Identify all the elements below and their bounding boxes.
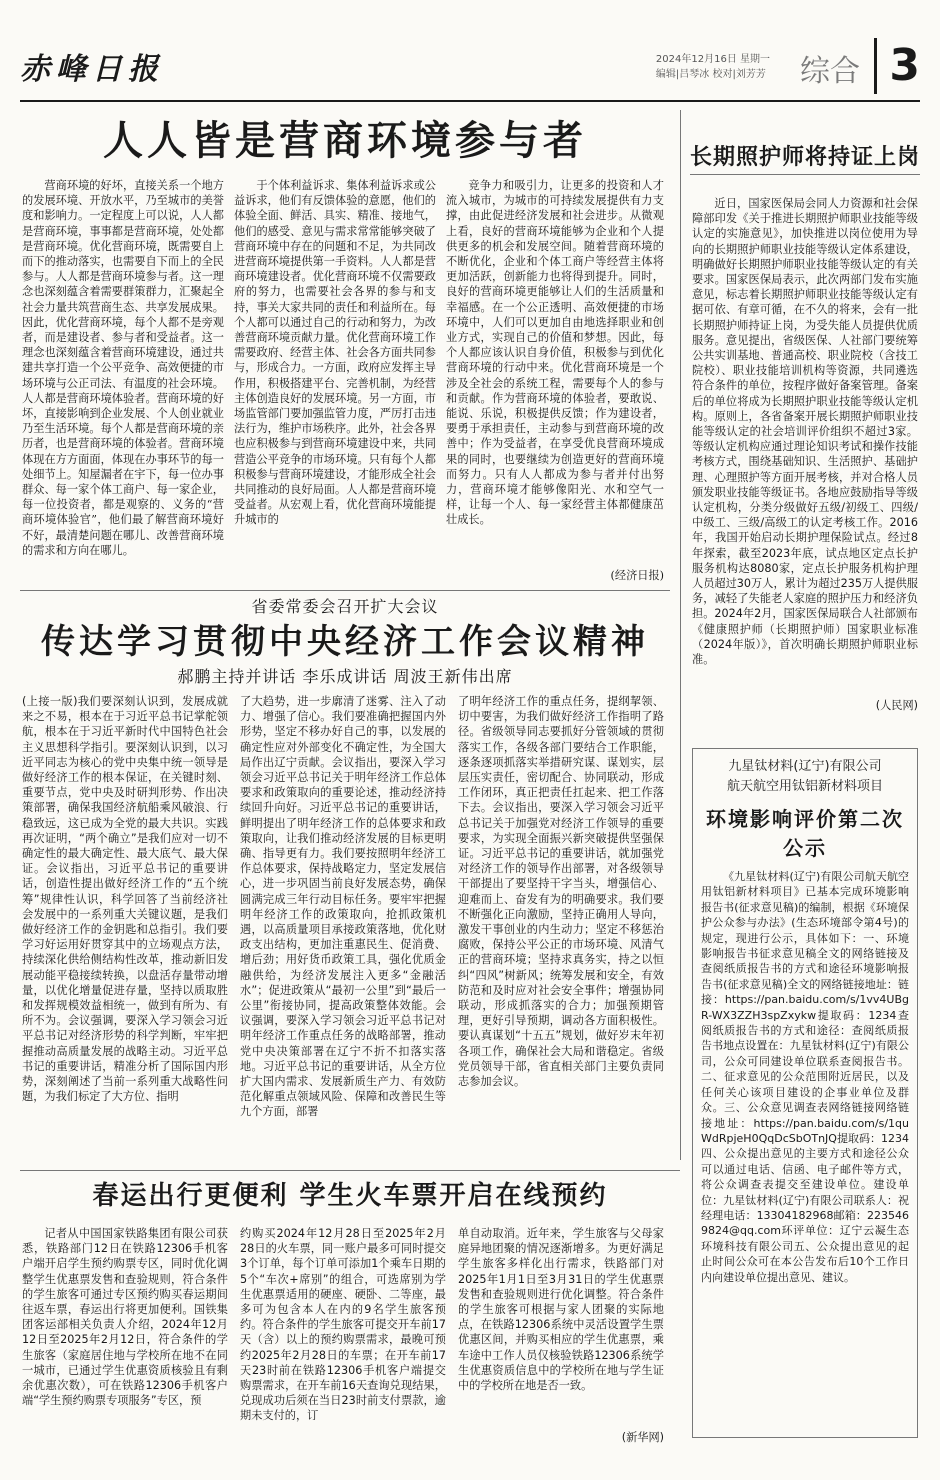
issue-date: 2024年12月16日 星期一 [655,54,770,65]
article2-deck: 郝鹏主持并讲话 李乐成讲话 周波王新伟出席 [177,667,513,686]
article2-col2-text: 了大趋势，进一步廓清了迷雾、注入了动力、增强了信心。我们要准确把握国内外形势，坚定不移办好自己的事，以发展的确定性应对外部变化不确定性，为全国大局作出辽宁贡献。会议指出，要深入学习领会习近平总书记关于明年经济工作总体要求和政策取向的重要论述，推动经济持续回升向好。习近平总书记的重要讲话，鲜明提出了明年经济工作的总体要求和政策取向，让我们推动经济发展的目标更明确、指导更有力。我们要按照明年经济工作总体要求，保持战略定力，坚定发展信心，进一步巩固当前良好发展态势，确保圆满完成三年行动目标任务。要牢牢把握明年经济工作的政策取向，抢抓政策机遇，以高质量项目承接政策落地，优化财政支出结构，更加注重惠民生、促消费、增后劲；用好货币政策工具，强化优质金融供给，为经济发展注入更多“金融活水”；促进政策从“最初一公里”到“最后一公里”衔接协同，提高政策整体效能。会议强调，要深入学习领会习近平总书记对明年经济工作重点任务的战略部署，推动党中央决策部署在辽宁不折不扣落实落地。习近平总书记的重要讲话，从全方位扩大国内需求、发展新质生产力、有效防范化解重点领域风险、保障和改善民生等九个方面，部署 [240,695,446,1119]
article2-col1 [22,694,228,1164]
article3-body-text: 近日，国家医保局会同人力资源和社会保障部印发《关于推进长期照护师职业技能等级认定的实施意见》，加快推进以岗位使用为导向的长期照护师职业技能等级认定体系建设，明确做好长期照护师职业技能等级认定的有关要求。国家医保局表示，此次两部门发布实施意见，标志着长期照护师职业技能等级认定有据可依、有章可循，在不久的将来，会有一批长期照护师持证上岗，为受失能人员提供优质服务。意见提出，省级医保、人社部门要统筹公共实训基地、普通高校、职业院校（含技工院校）、职业技能培训机构等资源，共同遴选符合条件的单位，按程序做好备案管理。备案后的单位将成为长期照护职业技能等级认定机构。原则上，各省备案开展长期照护师职业技能等级认定的社会培训评价组织不超过3家。等级认定机构应通过理论知识考试和操作技能考核方式，围绕基础知识、生活照护、基础护理、心理照护等方面开展考核，并对合格人员颁发职业技能等级证书。各地应鼓励指导等级认定机构，分类分级做好五级/初级工、四级/中级工、三级/高级工的认定考核工作。2016年，我国开始启动长期护理保险试点。经过8年探索，截至2023年底，试点地区定点长护服务机构达8080家，定点长护服务机构护理人员超过30万人，累计为超过235万人提供服务，减轻了失能老人家庭的照护压力和经济负担。2024年2月，国家医保局联合人社部颁布《健康照护师（长期照护师）国家职业标准（2024年版）》，首次明确长期照护师职业标准。 [692,197,918,667]
notice-body: 《九星钛材料(辽宁)有限公司航天航空用钛铝新材料项目》已基本完成环境影响报告书(征求意见稿)的编制，根据《环境保护公众参与办法》(生态环境部令第4号)的规定，现进行公示，具体如下：一、环境影响报告书征求意见稿全文的网络链接及查阅纸质报告书的方式和途径环境影响报告书(征求意见稿)全文的网络链接地址：链接：https://pan.baidu.com/s/1vv4UBgR-WX3ZZH3spZxykw提取码：1234查阅纸质报告书的方式和途径：查阅纸质报告书地点设置在：九星钛材料(辽宁)有限公司，公众可同建设单位联系查阅报告书。二、征求意见的公众范围附近居民，以及任何关心该项目建设的企事业单位及群众。三、公众意见调查表网络链接网络链接地址：https://pan.baidu.com/s/1quWdRpjeH0QqDcSbOTnJQ提取码：1234四、公众提出意见的主要方式和途径公众可以通过电话、信函、电子邮件等方式，将公众调查表提交至建设单位。建设单位：九星钛材料(辽宁)有限公司联系人：祝经理电话：13304182968邮箱：2235469824@qq.com环评单位：辽宁云凝生态环境科技有限公司五、公众提出意见的起止时间公众可在本公告发布后10个工作日内向建设单位提出意见、建议。 [701,870,909,1284]
article4-col1 [22,1226,228,1446]
article3-source: (人民网) [875,699,918,712]
column-divider [680,110,681,1160]
article1-col2 [234,178,436,583]
article2-col1-text: (上接一版)我们要深刻认识到，发展成就来之不易，根本在于习近平总书记掌舵领航，根本在于习近平新时代中国特色社会主义思想科学指引。要深刻认识到，以习近平同志为核心的党中央集中统一领导是做好经济工作的根本保证，在关键时刻、重要节点，党中央及时研判形势、作出决策部署，确保我国经济航船乘风破浪、行稳致远，这已成为全党的最大共识。实践再次证明，“两个确立”是我们应对一切不确定性的最大确定性、最大底气、最大保证。会议指出，习近平总书记的重要讲话，创造性提出做好经济工作的“五个统筹”规律性认识，科学回答了当前经济社会发展中的一系列重大关键议题，是我们做好经济工作的金钥匙和总指引。我们要学习好运用好贯穿其中的立场观点方法，持续深化供给侧结构性改革，推动新旧发展动能平稳接续转换，以盘活存量带动增量，以优化增量促进存量，坚持以质取胜和发挥规模效益相统一，做到有所为、有所不为。会议强调，要深入学习领会习近平总书记对经济形势的科学判断，牢牢把握推动高质量发展的战略主动。习近平总书记的重要讲话，精准分析了国际国内形势，深刻阐述了当前一系列重大战略性问题，为我们标定了大方位、指明 [22,695,228,1104]
page-number: 3 [874,38,920,94]
newspaper-logo: 赤峰日报 [20,52,164,87]
article3-title: 长期照护师将持证上岗 [690,140,920,175]
article1-col2-text: 于个体利益诉求、集体利益诉求或公益诉求，他们有反馈体验的意愿，他们的体验全面、鲜活、具实、精准、接地气，他们的感受、意见与需求常常能够突破了营商环境中存在的问题和不足，为共同改进营商环境提供第一手资料。人人都是营商环境建设者。优化营商环境不仅需要政府的努力，也需要社会各界的参与和支持，事关大家共同的责任和利益所在。每个人都可以通过自己的行动和努力，为改善营商环境贡献力量。优化营商环境工作需要政府、经营主体、社会各方面共同参与，形成合力。一方面，政府应发挥主导作用，积极搭建平台、完善机制，为经营主体创造良好的发展环境。另一方面，市场监管部门要加强监管力度，严厉打击违法行为，维护市场秩序。此外，社会各界也应积极参与到营商环境建设中来，共同营造公平竞争的市场环境。只有每个人都积极参与营商环境建设，才能形成全社会共同推动的良好局面。人人都是营商环境受益者。从宏观上看，优化营商环境能提升城市的 [234,179,436,527]
article1-col3 [446,178,664,568]
article2-kicker: 省委常委会召开扩大会议 [251,597,439,616]
issue-meta [656,52,770,82]
article2-title: 传达学习贯彻中央经济工作会议精神 [41,622,649,662]
article4-col3-text: 单自动取消。近年来，学生旅客与父母家庭异地团聚的情况逐渐增多。为更好满足学生旅客多样化出行需求，铁路部门对2025年1月1日至3月31日的学生优惠票发售和查验规则进行优化调整。符合条件的学生旅客可根据与家人团聚的实际地点，在铁路12306系统中灵活设置学生票优惠区间，并购买相应的学生优惠票，乘车途中工作人员仅核验铁路12306系统学生优惠资质信息中的学校所在地与学生证中的学校所在地是否一致。 [458,1227,664,1393]
masthead [20,30,920,102]
notice-project: 航天航空用钛铝新材料项目 [726,779,883,794]
notice-title: 环境影响评价第二次公示 [706,807,904,860]
article2-col3-text: 了明年经济工作的重点任务，提纲挈领、切中要害，为我们做好经济工作指明了路径。省级领导同志要抓好分管领域的贯彻落实工作，各级各部门要结合工作职能，逐条逐项抓落实举措研究谋、谋划实，层层压实责任，密切配合、协同联动，形成工作闭环，真正把责任扛起来、把工作落下去。会议指出，要深入学习领会习近平总书记关于加强党对经济工作领导的重要要求，为实现全面振兴新突破提供坚强保证。习近平总书记的重要讲话，就加强党对经济工作的领导作出部署，对各级领导干部提出了要坚持干字当头，增强信心、迎难而上、奋发有为的明确要求。我们要不断强化正向激励，坚持正确用人导向，激发干事创业的内生动力；坚定不移惩治腐败，保持公平公正的市场环境、风清气正的营商环境；坚持求真务实，持之以恒纠“四风”树新风；统筹发展和安全，有效防范和及时应对社会安全事件；增强协同联动，形成抓落实的合力；加强预期管理，更好引导预期，调动各方面积极性。要认真谋划“十五五”规划，做好岁末年初各项工作，确保社会大局和谐稳定。省级党员领导干部，省直相关部门主要负责同志参加会议。 [458,695,664,1089]
issue-editors: 编辑|吕琴冰 校对|刘芳芳 [655,69,766,80]
article2-col2 [240,694,446,1164]
article4-source: (新华网) [621,1431,664,1444]
article3-body [692,196,918,696]
article1-col3-text: 竞争力和吸引力，让更多的投资和人才流入城市，为城市的可持续发展提供有力支撑，由此促进经济发展和社会进步。从微观上看，良好的营商环境能够为企业和个人提供更多的机会和发展空间。随着营商环境的不断优化，企业和个体工商户等经营主体将更加活跃，创新能力也将得到提升。同时，良好的营商环境更能够让人们的生活质量和幸福感。在一个公正透明、高效便捷的市场环境中，人们可以更加自由地选择职业和创业方式，实现自己的价值和梦想。因此，每个人都应该认识自身价值，积极参与到优化营商环境的行动中来。优化营商环境是一个涉及全社会的系统工程，需要每个人的参与和贡献。作为营商环境的体验者，要敢说、能说、乐说，积极提供反馈；作为建设者，要勇于承担责任，主动参与到营商环境的改善中；作为受益者，在享受优良营商环境成果的同时，也要继续为创造更好的营商环境而努力。只有人人都成为参与者并付出努力，营商环境才能够像阳光、水和空气一样，让每一个人、每一家经营主体都健康茁壮成长。 [446,179,664,527]
environmental-notice [692,748,918,1438]
article1-col1 [22,178,224,583]
article4-col3 [458,1226,664,1426]
notice-company: 九星钛材料(辽宁)有限公司 [728,759,882,774]
article1-source: (经济日报) [610,569,664,582]
section-divider-bottom [20,1170,680,1171]
article4-col2-text: 约购买2024年12月28日至2025年2月28日的火车票，同一账户最多可同时提交3个订单，每个订单可添加1个乘车日期的5个“车次+席别”的组合，可选席别为学生优惠票适用的硬座、硬卧、二等座，最多可为包含本人在内的9名学生旅客预约。符合条件的学生旅客可提交开车前17天（含）以上的预约购票需求，最晚可预约2025年2月28日的车票；在开车前17天23时前在铁路12306手机客户端提交购票需求，在开车前16天查询兑现结果，兑现成功后须在当日23时前支付票款，逾期未支付的，订 [240,1227,446,1423]
article1-title: 人人皆是营商环境参与者 [103,117,587,164]
article4-col1-text: 记者从中国国家铁路集团有限公司获悉，铁路部门12日在铁路12306手机客户端开启学生预约购票专区，同时优化调整学生优惠票发售和查验规则，符合条件的学生旅客可通过专区预约购买春运期间往返车票，春运出行将更加便利。国铁集团客运部相关负责人介绍，2024年12月12日至2025年2月12日，符合条件的学生旅客（家庭居住地与学校所在地不在同一城市，已通过学生优惠资质核验且有剩余优惠次数），可在铁路12306手机客户端“学生预约购票专项服务”专区，预 [22,1227,228,1408]
article1-col1-text: 营商环境的好坏，直接关系一个地方的发展环境、开放水平，乃至城市的美誉度和影响力。一定程度上可以说，人人都是营商环境，事事都是营商环境，处处都是营商环境。优化营商环境，既需要自上而下的推动落实，也需要自下而上的全民参与。人人都是营商环境参与者。这一理念也深刻蕴含着需要群策群力，汇聚起全社会力量共筑营商生态、共享发展成果。因此，优化营商环境，每个人都不是旁观者，而是建设者、参与者和受益者。这一理念也深刻蕴含着营商环境建设，通过共建共享打造一个公平竞争、高效便捷的市场环境与公正司法、有温度的社会环境。人人都是营商环境体验者。营商环境的好坏，直接影响到企业发展、个人创业就业乃至生活环境。每个人都是营商环境的亲历者，也是营商环境的体验者。营商环境体现在方方面面，体现在办事环节的每一处细节上。知屋漏者在宇下，每一位办事群众、每一家个体工商户、每一家企业，每一位投资者，都是观察的、义务的“营商环境体验官”，他们最了解营商环境好不好，最清楚问题在哪儿、改善营商环境的需求和方向在哪儿。 [22,179,224,557]
article4-col2 [240,1226,446,1446]
section-divider [20,590,670,591]
article2-col3 [458,694,664,1164]
section-name: 综合 [800,54,860,89]
article4-title: 春运出行更便利 学生火车票开启在线预约 [92,1181,608,1211]
